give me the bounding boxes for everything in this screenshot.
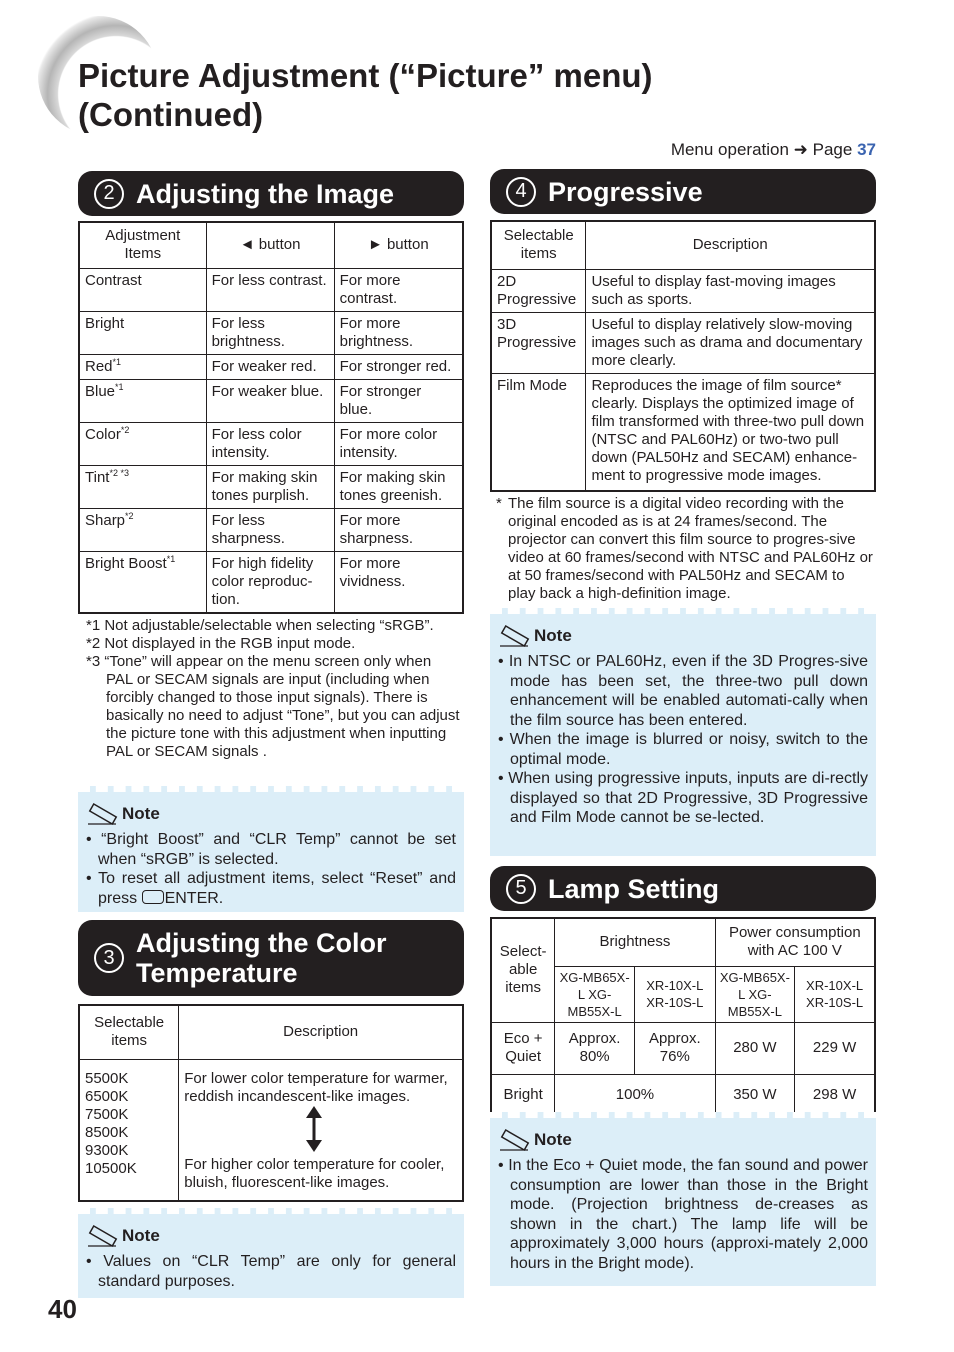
lamp-setting-table [490, 917, 876, 1117]
table-row: Film Mode Reproduces the image of film source* clearly. Displays the optimized image of film transformed with three-two pull down (NTSC and PAL60Hz) or two-two pull down (PAL50Hz and SECAM) enhance-ment to progressive mode images. [491, 373, 875, 491]
footnote: *3 “Tone” will appear on the menu screen only when PAL or SECAM signals are input (including when forcibly changed to those input signals). There is basically no need to adjust “Tone”, but you can adjust the picture tone with this adjustment when inputting PAL or SECAM signals . [86, 653, 460, 760]
up-down-arrow-icon [304, 1106, 324, 1152]
note-title: Note [534, 1130, 572, 1149]
menu-operation-ref: Menu operation ➜ Page 37 [670, 140, 876, 159]
color-temp-items: 5500K 6500K 7500K 8500K 9300K 10500K [79, 1059, 179, 1201]
note-item: • When using progressive inputs, inputs are di-rectly displayed so that 2D Progressive, 3D Progressive and Film Mode cannot be se-lected. [498, 769, 868, 828]
note-item: • In NTSC or PAL60Hz, even if the 3D Progres-sive mode has been set, the three-two pull down enhancement will be enabled automati-cally when the film source has been entered. [498, 652, 868, 730]
table-header: Select-able items [491, 918, 555, 1022]
note-title: Note [122, 804, 160, 823]
section-header-progressive [490, 169, 876, 214]
adjusting-image-table [78, 221, 464, 614]
note-box-lamp-setting [490, 1112, 876, 1286]
page-title: Picture Adjustment (“Picture” menu) (Continued) [78, 57, 653, 133]
table-header: ► button [334, 222, 463, 268]
section-header-lamp-setting [490, 866, 876, 911]
table-row: Blue$^{*1}$ For weaker blue. For stronger blue. [79, 379, 463, 422]
footnote: *2 Not displayed in the RGB input mode. [86, 635, 356, 652]
color-temperature-table [78, 1004, 464, 1202]
table-header: Selectable items [491, 221, 586, 269]
note-box-color-temperature [78, 1208, 464, 1298]
page-number: 40 [48, 1294, 77, 1324]
table-header: ◄ button [206, 222, 334, 268]
progressive-footnote: * The film source is a digital video recording with the original encoded as is at 24 frames/second. The projector can convert this film source to progres-sive video at 60 frames/second with NTSC and PAL60Hz or at 50 frames/second with PAL50Hz and SECAM to play back a high-definition image. [496, 495, 873, 602]
page-link[interactable]: 37 [857, 140, 876, 159]
table-header: Power consumption with AC 100 V [715, 918, 875, 966]
section-header-adjusting-image [78, 171, 464, 216]
table-row: Sharp$^{*2}$ For less sharpness. For more sharpness. [79, 508, 463, 551]
section-number: 2 [94, 179, 124, 209]
table-row: 2D Progressive Useful to display fast-moving images such as sports. [491, 269, 875, 312]
note-item: • In the Eco + Quiet mode, the fan sound and power consumption are lower than those in the Bright mode. (Projection brightness de-creases as shown in the chart.) The lamp life will be approximately 3,000 hours (approxi-mately 2,000 hours in the Bright mode). [498, 1156, 868, 1273]
table-row: Bright 100% 350 W 298 W [491, 1074, 875, 1116]
section-title: Adjusting the Color Temperature [136, 928, 387, 988]
table-header: Description [586, 221, 875, 269]
section-header-color-temperature [78, 920, 464, 996]
model-header: XG-MB65X-L XG-MB55X-L [715, 966, 795, 1022]
table-header: Selectable items [79, 1005, 179, 1059]
note-title: Note [122, 1226, 160, 1245]
note-item: • Values on “CLR Temp” are only for general standard purposes. [86, 1252, 456, 1291]
note-item: • When the image is blurred or noisy, switch to the optimal mode. [498, 730, 868, 769]
table-row: Color$^{*2}$ For less color intensity. For more color intensity. [79, 422, 463, 465]
note-box-progressive [490, 608, 876, 856]
section-title: Progressive [548, 176, 703, 207]
pencil-note-icon [86, 802, 120, 826]
section-number: 3 [94, 943, 124, 973]
note-item: • To reset all adjustment items, select “Reset” and press ENTER. [86, 869, 456, 908]
footnote: *1 Not adjustable/selectable when selecting “sRGB”. [86, 617, 434, 634]
model-header: XG-MB65X-L XG-MB55X-L [555, 966, 635, 1022]
model-header: XR-10X-L XR-10S-L [795, 966, 875, 1022]
section-number: 4 [506, 177, 536, 207]
section-number: 5 [506, 874, 536, 904]
adjusting-image-footnotes [86, 617, 462, 761]
pencil-note-icon [498, 624, 532, 648]
section-title: Lamp Setting [548, 873, 720, 904]
table-header: Brightness [555, 918, 715, 966]
section-title: Adjusting the Image [136, 178, 395, 209]
table-row: Bright For less brightness. For more brightness. [79, 311, 463, 354]
table-row: 3D Progressive Useful to display relatively slow-moving images such as drama and documentary more clearly. [491, 312, 875, 373]
table-row: Red$^{*1}$ For weaker red. For stronger red. [79, 354, 463, 379]
note-title: Note [534, 626, 572, 645]
pencil-note-icon [86, 1224, 120, 1248]
table-header: Description [179, 1005, 463, 1059]
table-row: Contrast For less contrast. For more contrast. [79, 268, 463, 311]
note-box-adjusting-image [78, 786, 464, 912]
note-item: • “Bright Boost” and “CLR Temp” cannot be set when “sRGB” is selected. [86, 830, 456, 869]
table-row: Eco + Quiet Approx. 80% Approx. 76% 280 W 229 W [491, 1022, 875, 1074]
table-row: Tint$^{*2 *3}$ For making skin tones purplish. For making skin tones greenish. [79, 465, 463, 508]
model-header: XR-10X-L XR-10S-L [634, 966, 715, 1022]
pencil-note-icon [498, 1128, 532, 1152]
table-row: Bright Boost$^{*1}$ For high fidelity color reproduc-tion. For more vividness. [79, 551, 463, 613]
table-header: Adjustment Items [79, 222, 206, 268]
enter-key-icon [142, 890, 164, 904]
table-row: 5500K 6500K 7500K 8500K 9300K 10500K For lower color temperature for warmer, reddish incandescent-like images. For higher color temperature for cooler, bluish, fluorescent-like images. [79, 1059, 463, 1201]
progressive-table [490, 220, 876, 492]
